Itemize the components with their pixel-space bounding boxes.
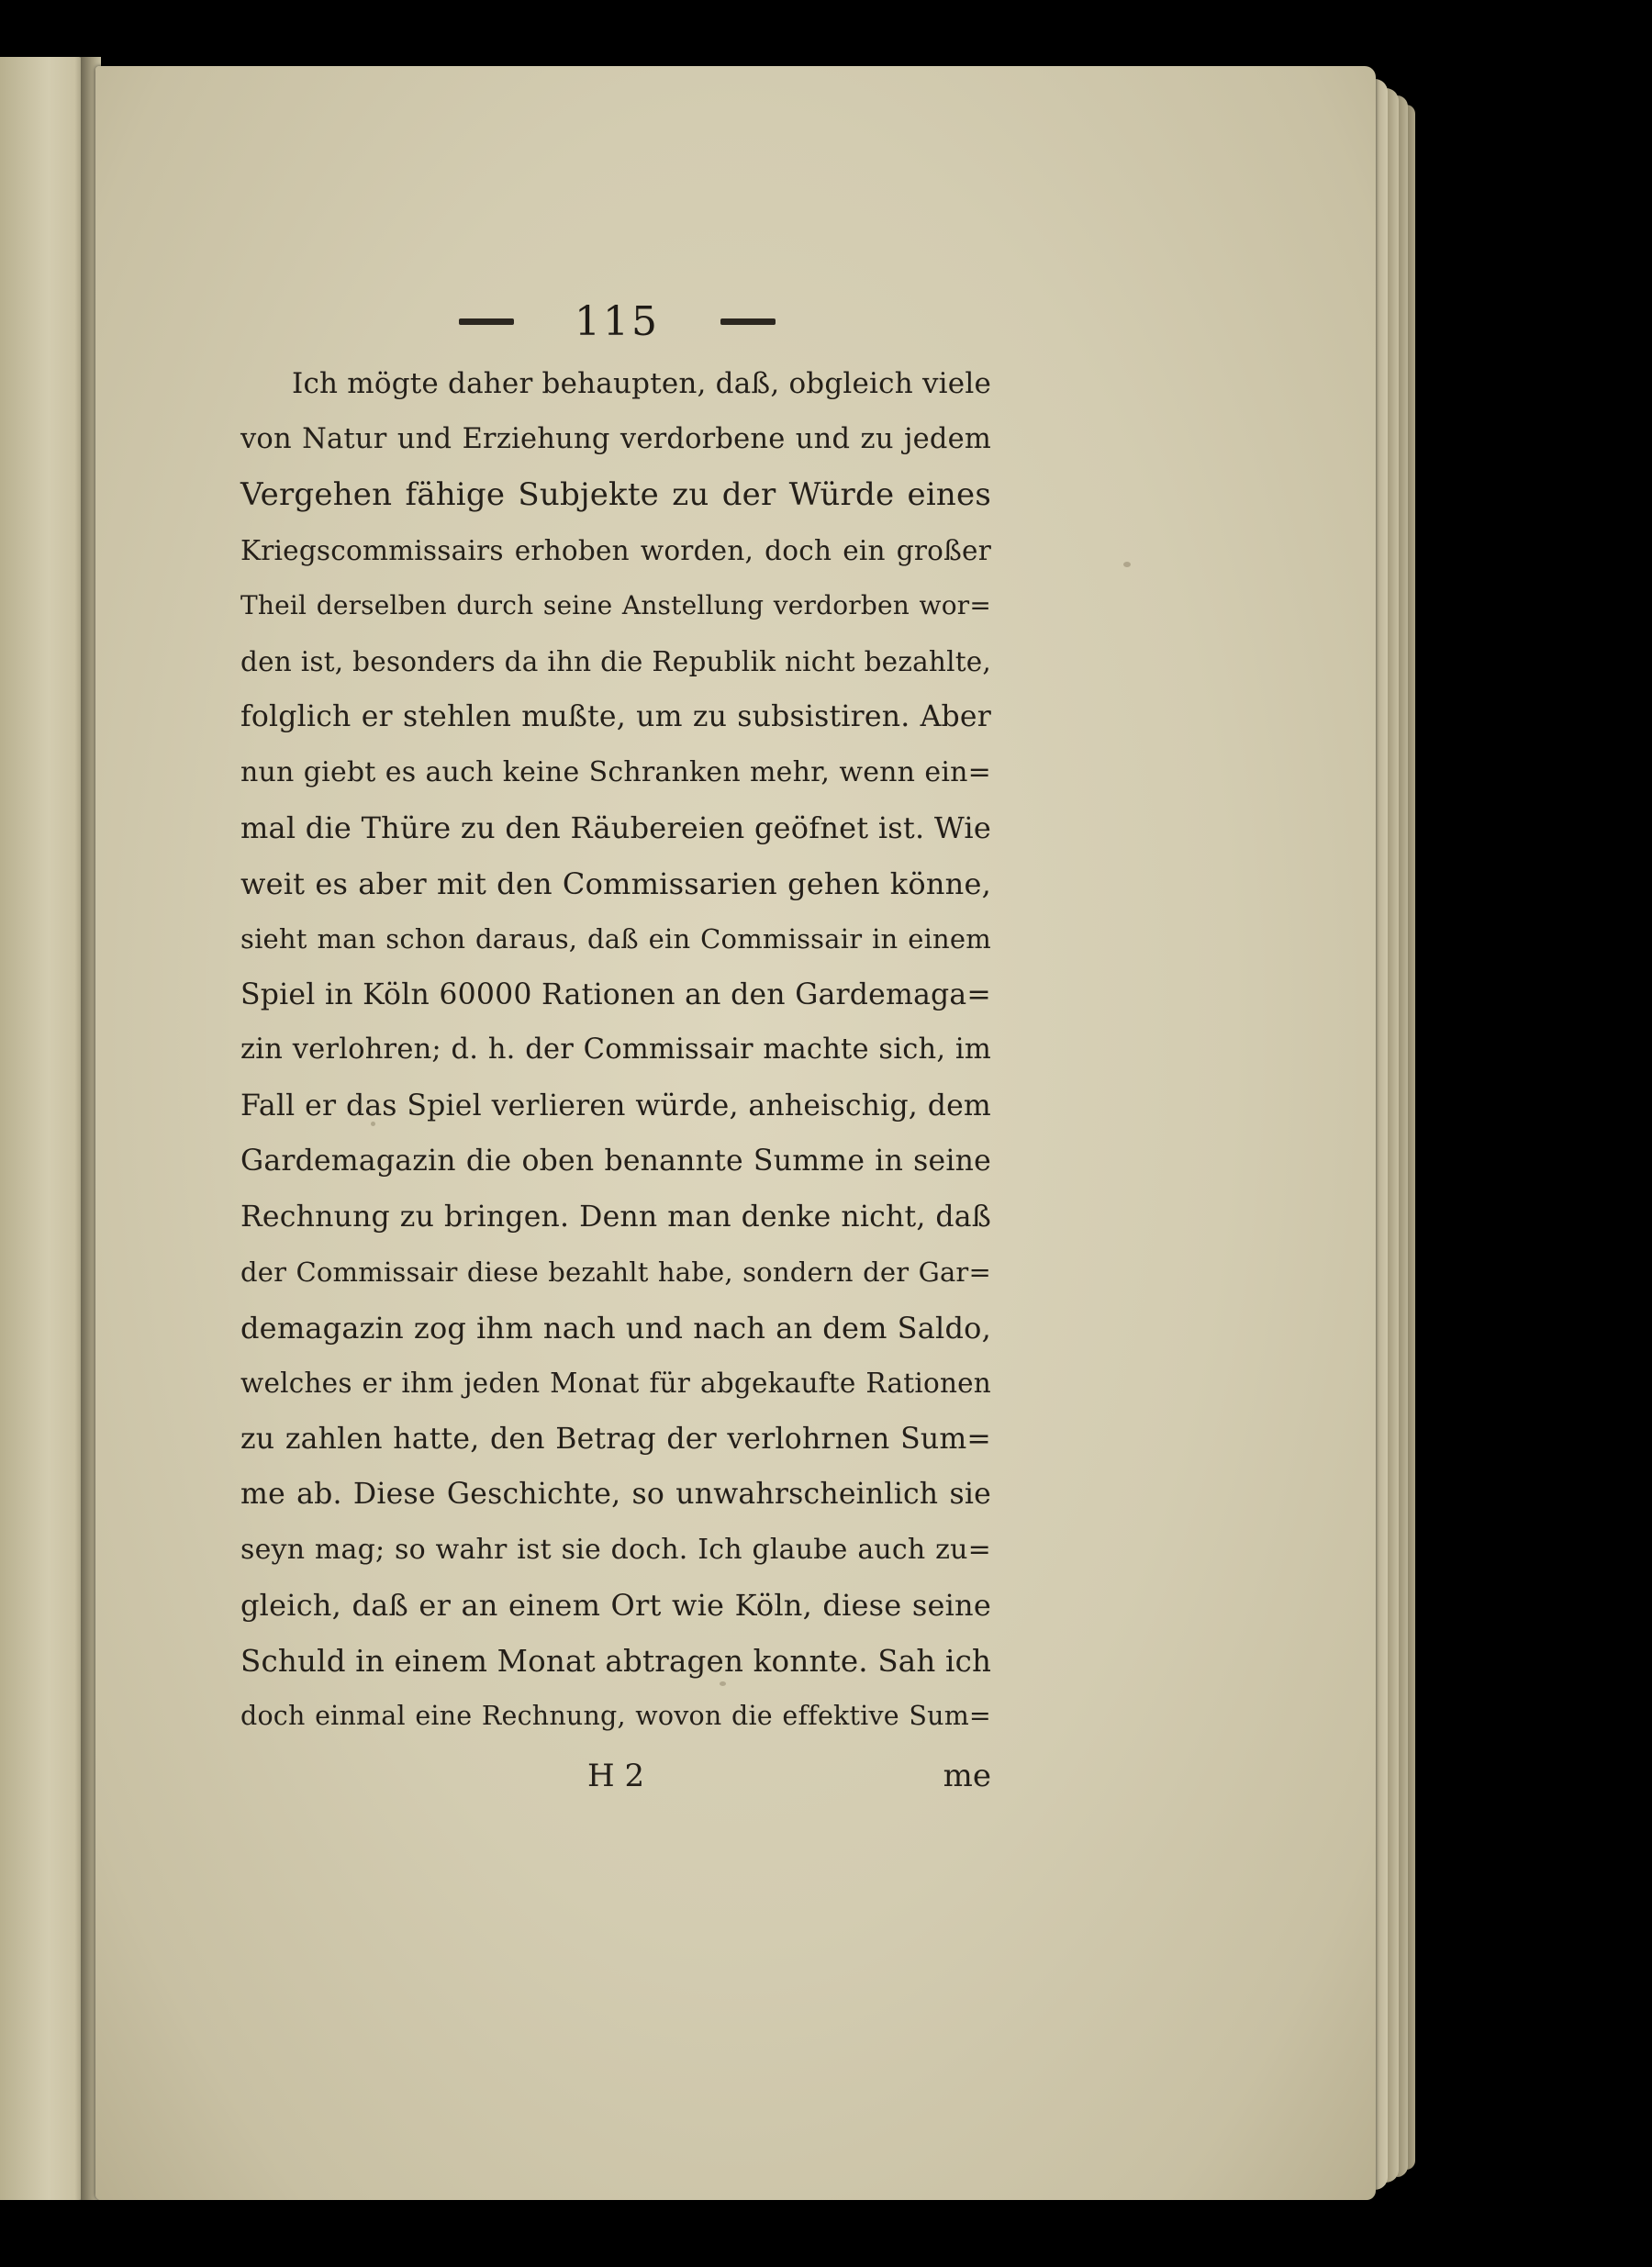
left-page-edge (0, 57, 88, 2200)
text-line: nun giebt es auch keine Schranken mehr, wenn ein= (240, 755, 991, 788)
text-line: zu zahlen hatte, den Betrag der verlohrnen Sum= (240, 1422, 991, 1456)
text-line: Fall er das Spiel verlieren würde, anheischig, dem (240, 1089, 991, 1122)
text-line: demagazin zog ihm nach und nach an dem Saldo, (240, 1310, 991, 1346)
text-line: Spiel in Köln 60000 Rationen an den Gardemaga= (240, 977, 991, 1011)
text-line: welches er ihm jeden Monat für abgekaufte Rationen (240, 1368, 991, 1399)
text-line: gleich, daß er an einem Ort wie Köln, diese seine (240, 1588, 991, 1623)
text-line: zin verlohren; d. h. der Commissair machte sich, im (240, 1033, 991, 1066)
text-line: folglich er stehlen mußte, um zu subsistiren. Aber (240, 700, 991, 733)
page-footer (240, 1748, 991, 1804)
text-line: mal die Thüre zu den Räubereien geöfnet ist. Wie (240, 810, 991, 845)
text-line: den ist, besonders da ihn die Republik nicht bezahlte, (240, 645, 991, 677)
text-line: Schuld in einem Monat abtragen konnte. Sah ich (240, 1643, 992, 1679)
header-dash-right (720, 318, 776, 325)
text-line: Vergehen fähige Subjekte zu der Würde eines (240, 476, 991, 513)
text-line: me ab. Diese Geschichte, so unwahrscheinlich sie (240, 1478, 991, 1511)
text-line: von Natur und Erziehung verdorbene und zu jedem (240, 422, 991, 455)
page-number: 115 (575, 297, 660, 345)
text-line: sieht man schon daraus, daß ein Commissair in einem (240, 923, 991, 955)
foxing-spot (1123, 562, 1131, 567)
text-line: seyn mag; so wahr ist sie doch. Ich glaube auch zu= (240, 1533, 991, 1566)
signature-mark: H 2 (587, 1758, 645, 1794)
body-text (240, 356, 991, 1745)
text-line: Kriegscommissairs erhoben worden, doch ein großer (240, 534, 991, 566)
text-line: der Commissair diese bezahlt habe, sondern der Gar= (240, 1256, 991, 1288)
header-dash-left (459, 318, 514, 325)
text-line: Gardemagazin die oben benannte Summe in seine (240, 1145, 991, 1178)
text-line: weit es aber mit den Commissarien gehen könne, (240, 865, 991, 901)
page-header (459, 294, 776, 349)
text-line: Theil derselben durch seine Anstellung verdorben wor= (240, 590, 991, 620)
text-line: Ich mögte daher behaupten, daß, obgleich viele (292, 367, 991, 400)
text-line: Rechnung zu bringen. Denn man denke nicht, daß (240, 1200, 991, 1234)
text-line: doch einmal eine Rechnung, wovon die effektive Sum= (240, 1701, 991, 1731)
catchword: me (943, 1758, 991, 1794)
page-stack-edge (1386, 88, 1399, 2183)
